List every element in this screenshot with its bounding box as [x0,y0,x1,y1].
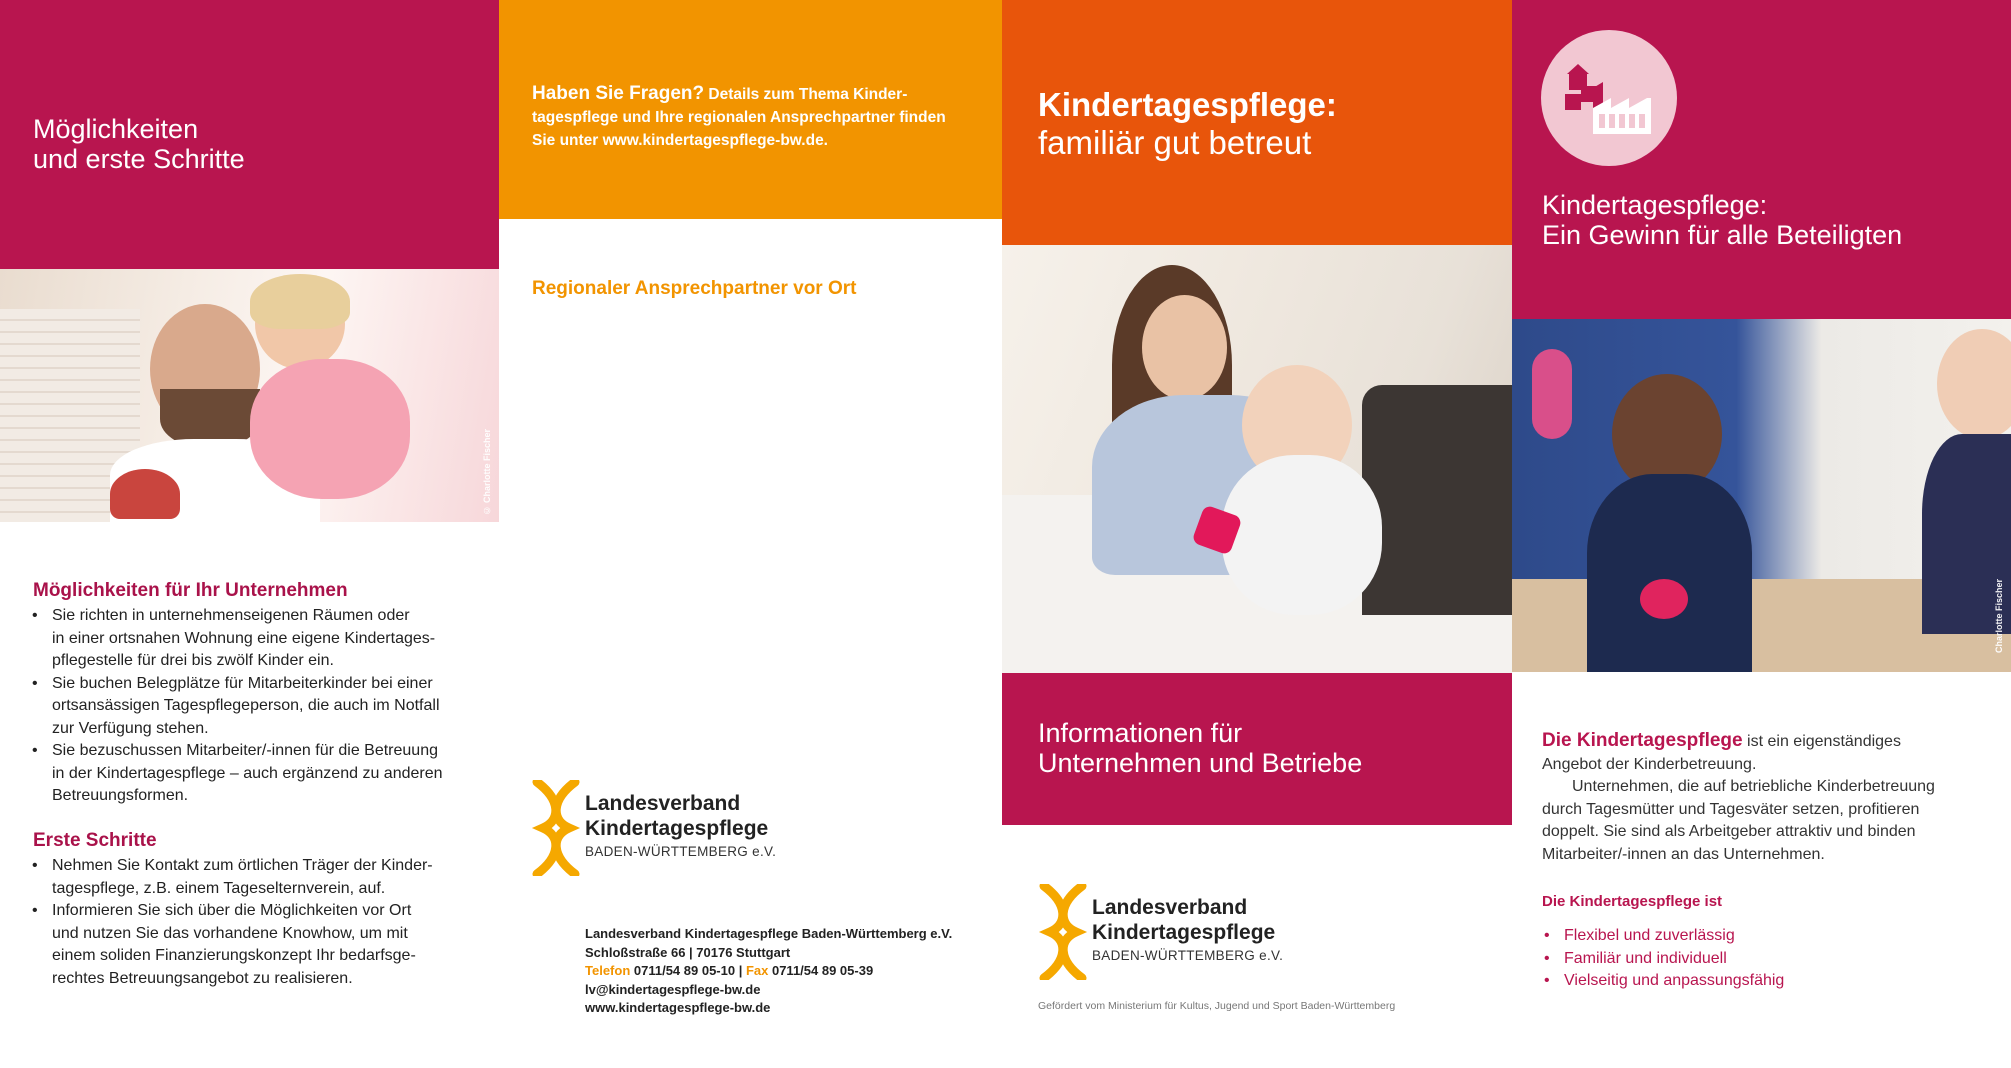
association-logo: Landesverband Kindertagespflege BADEN-WÜRTTEMBERG e.V. [531,780,791,880]
cover-title-block [1002,0,1512,245]
logo-mark-icon [1038,884,1088,980]
title-block [0,0,499,269]
panel-cover [1002,0,1512,1068]
list-item: • Nehmen Sie Kontakt zum örtlichen Träger der Kinder- tagespflege, z.B. einem Tageselternverein, auf. [30,855,490,900]
list-item: • Informieren Sie sich über die Möglichkeiten vor Ort und nutzen Sie das vorhandene Knowhow, um mit einem soliden Finanzierungskonzept Ihr bedarfsge- rechtes Betreuungsangebot zu realisieren. [30,900,490,990]
email-link[interactable]: lv@kindertagespflege-bw.de [585,981,761,997]
cover-title: Kindertagespflege: familiär gut betreut [1038,86,1337,161]
sofa-back [1362,385,1512,615]
list-item: • Sie richten in unternehmenseigenen Räumen oder in einer ortsnahen Wohnung eine eigene Kindertages- pflegestelle für drei bis zwölf Kinder ein. [30,605,490,673]
questions-text: Haben Sie Fragen? Details zum Thema Kinder- tagespflege und Ihre regionalen Ansprechpartner finden Sie unter www.kindertagespflege-bw.de. [532,83,946,149]
panel-possibilities [0,0,499,1068]
website-link[interactable]: www.kindertagespflege-bw.de [585,1000,771,1015]
mother-face [1142,295,1227,400]
panel-contact [499,0,1002,1068]
address-block: Landesverband Kindertagespflege Baden-Württemberg e.V. Schloßstraße 66 | 70176 Stuttgart Telefon 0711/54 89 05-10 | Fax 0711/54 89 05-39 lv@kindertagespflege-bw.de www.kindertagespflege-bw.de [585,925,995,1018]
regional-contact-heading: Regionaler Ansprechpartner vor Ort [532,278,857,299]
intro-text: Die Kindertagespflege ist ein eigenständiges Angebot der Kinderbetreuung. Unternehmen, die auf betriebliche Kinderbetreuung durch Tagesmütter und Tagesväter setzen, profitieren doppelt. Sie sind als Arbeitgeber attraktiv und binden Mitarbeiter/-innen an das Unternehmen. [1542,730,1935,863]
panel-benefits [1512,0,2011,1068]
list-item: • Sie buchen Belegplätze für Mitarbeiterkinder bei einer ortsansässigen Tagespflegeperson, die auch im Notfall zur Verfügung stehen. [30,673,490,741]
section-heading-first-steps: Erste Schritte [33,830,157,851]
funding-note: Gefördert vom Ministerium für Kultus, Jugend und Sport Baden-Württemberg [1038,1000,1396,1012]
list-item: • Sie bezuschussen Mitarbeiter/-innen für die Betreuung in der Kindertagespflege – auch ergänzend zu anderen Betreuungsformen. [30,740,490,808]
list-heading: Die Kindertagespflege ist [1542,893,1723,910]
list-item: • Vielseitig und anpassungsfähig [1542,970,2002,993]
benefits-list [1542,925,2002,993]
first-steps-list [30,855,490,990]
benefits-title: Kindertagespflege: Ein Gewinn für alle Beteiligten [1542,190,1903,250]
questions-block [499,0,1002,219]
logo-mark-icon [531,780,581,876]
benefits-title-block [1512,0,2011,319]
houses-factory-icon [1541,30,1677,166]
list-item: • Familiär und individuell [1542,948,2002,971]
info-block [1002,673,1512,825]
list-item: • Flexibel und zuverlässig [1542,925,2002,948]
section-heading-possibilities: Möglichkeiten für Ihr Unternehmen [33,580,348,601]
photo-credit: Charlotte Fischer [1994,579,2004,654]
father-daughter-photo [0,269,499,522]
association-logo: Landesverband Kindertagespflege BADEN-WÜRTTEMBERG e.V. [1038,884,1298,984]
info-title: Informationen für Unternehmen und Betriebe [1038,718,1363,778]
panel-title: Möglichkeiten und erste Schritte [33,114,245,174]
photo-credit: © Charlotte Fischer [482,429,492,516]
possibilities-list [30,605,490,808]
mother-baby-photo [1002,245,1512,673]
children-photo [1512,319,2011,672]
